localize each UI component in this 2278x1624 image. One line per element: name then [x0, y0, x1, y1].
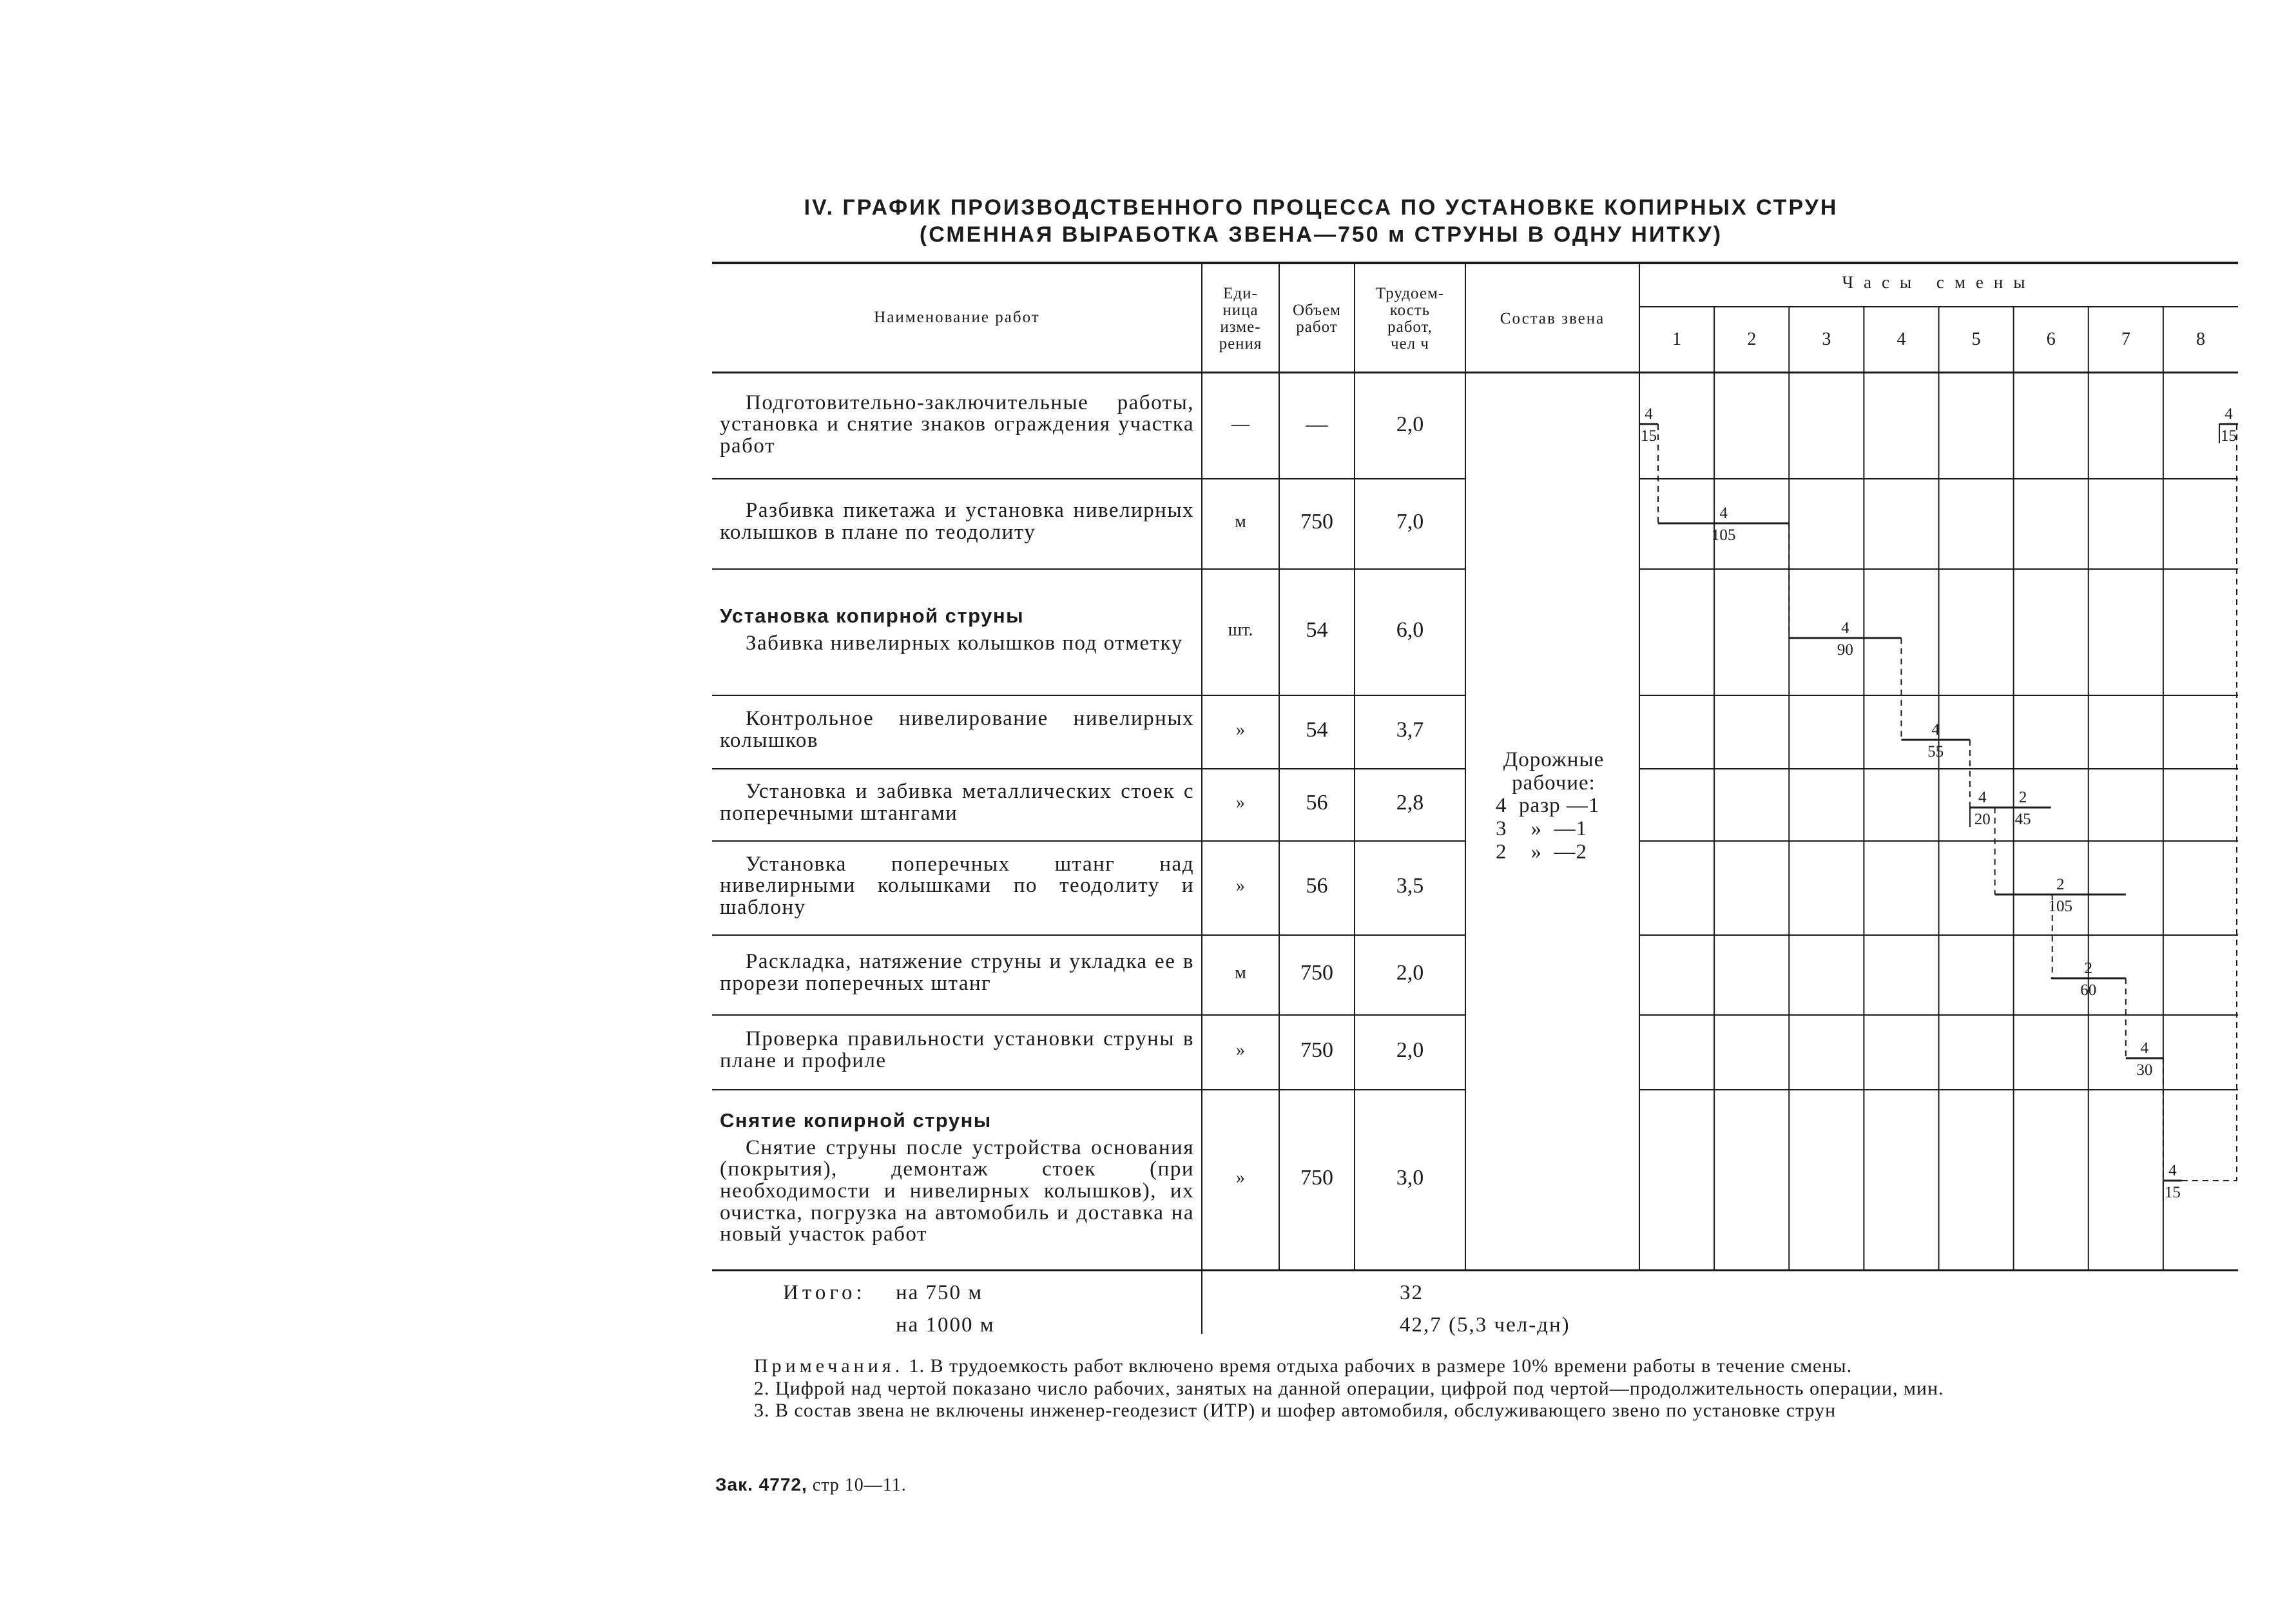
totals-value-750: 32 [1400, 1281, 1424, 1304]
totals-value-1000: 42,7 (5,3 чел-дн) [1400, 1313, 1570, 1337]
note-3: 3. В состав звена не включены инженер-геодезист (ИТР) и шофер автомобиля, обслуживающего звено по установке струн [754, 1400, 1837, 1422]
work-name-text-3: Забивка нивелирных колышков под отметку [746, 631, 1183, 655]
gantt-workers-label-1: 4 [1645, 405, 1653, 423]
gantt-workers-label-8: 2 [2056, 876, 2065, 893]
gantt-workers-label-5: 4 [1931, 721, 1940, 739]
work-name-6 [720, 839, 1194, 933]
hour-number-6: 6 [2046, 329, 2056, 349]
gantt-workers-label-4: 4 [1841, 619, 1849, 637]
unit-cell-8: » [1236, 1040, 1245, 1060]
header-labor: Трудоем- кость работ, чел ч [1375, 284, 1445, 353]
gantt-minutes-label-3: 105 [1711, 527, 1736, 544]
volume-cell-7: 750 [1300, 961, 1333, 985]
work-name-text-5: Установка и забивка металлических стоек с поперечными штангами [720, 780, 1194, 825]
crew-title: Дорожные рабочие: [1503, 748, 1605, 795]
hour-number-1: 1 [1672, 329, 1682, 349]
work-name-text-4: Контрольное нивелирование нивелирных колышков [720, 707, 1194, 752]
gantt-workers-label-7: 2 [2018, 789, 2027, 806]
work-name-2 [720, 477, 1194, 567]
note-1 [722, 1357, 2243, 1377]
hour-number-2: 2 [1747, 329, 1757, 349]
labor-cell-6: 3,5 [1396, 874, 1424, 898]
hour-number-4: 4 [1897, 329, 1906, 349]
unit-cell-7: м [1235, 963, 1246, 983]
gantt-minutes-label-1: 15 [1641, 427, 1657, 445]
group-heading-9: Снятие копирной струны [720, 1109, 992, 1132]
gantt-minutes-label-7: 45 [2014, 811, 2031, 828]
work-name-text-8: Проверка правильности установки струны в плане и профиле [720, 1027, 1194, 1072]
order-number [715, 1474, 907, 1496]
unit-cell-1: — [1231, 414, 1250, 434]
header-hours: Часы смены [1842, 272, 2036, 292]
header-unit: Еди- ница изме- рения [1219, 284, 1262, 353]
work-name-text-6: Установка поперечных штанг над нивелирными колышками по теодолиту и шаблону [720, 852, 1194, 919]
volume-cell-9: 750 [1300, 1166, 1333, 1190]
gantt-workers-label-9: 2 [2084, 960, 2092, 977]
hour-number-8: 8 [2196, 329, 2205, 349]
volume-cell-3: 54 [1306, 618, 1328, 642]
gantt-minutes-label-10: 30 [2136, 1061, 2153, 1079]
gantt-minutes-label-4: 90 [1837, 641, 1853, 659]
volume-cell-5: 56 [1306, 791, 1328, 815]
gantt-minutes-label-9: 60 [2080, 981, 2097, 999]
hour-number-5: 5 [1971, 329, 1981, 349]
unit-cell-6: » [1236, 876, 1245, 896]
labor-cell-4: 3,7 [1396, 718, 1424, 742]
work-name-9 [720, 1088, 1194, 1268]
page-title-line-1: IV. ГРАФИК ПРОИЗВОДСТВЕННОГО ПРОЦЕССА ПО УСТАНОВКЕ КОПИРНЫХ СТРУН [804, 195, 1839, 220]
labor-cell-9: 3,0 [1396, 1166, 1424, 1190]
work-name-8 [720, 1013, 1194, 1088]
gantt-minutes-label-5: 55 [1927, 743, 1944, 760]
crew-line-1: 4 разр —1 [1496, 794, 1600, 818]
notes [722, 1357, 2243, 1421]
totals-qty-750: на 750 м [896, 1281, 983, 1304]
page-title-line-2: (СМЕННАЯ ВЫРАБОТКА ЗВЕНА—750 м СТРУНЫ В ОДНУ НИТКУ) [919, 222, 1723, 247]
labor-cell-5: 2,8 [1396, 791, 1424, 815]
order-label: Зак. 4772, [715, 1474, 807, 1494]
totals-qty-1000: на 1000 м [896, 1313, 995, 1337]
header-work-name: Наименование работ [874, 308, 1040, 326]
gantt-workers-label-6: 4 [1978, 789, 1987, 806]
header-crew: Состав звена [1500, 309, 1605, 327]
hour-number-7: 7 [2121, 329, 2130, 349]
header-volume: Объем работ [1293, 301, 1341, 336]
gantt-minutes-label-11: 15 [2164, 1184, 2181, 1201]
unit-cell-4: » [1236, 720, 1245, 740]
gantt-workers-label-3: 4 [1719, 505, 1728, 522]
work-name-5 [720, 767, 1194, 839]
volume-cell-8: 750 [1300, 1038, 1333, 1062]
unit-cell-3: шт. [1228, 620, 1253, 640]
gantt-minutes-label-6: 20 [1974, 811, 1991, 828]
gantt-workers-label-11: 4 [2168, 1162, 2177, 1179]
labor-cell-1: 2,0 [1396, 412, 1424, 436]
unit-cell-5: » [1236, 793, 1245, 813]
note-2: 2. Цифрой над чертой показано число рабочих, занятых на данной операции, цифрой под чертой—продолжительность операции, мин. [754, 1377, 1944, 1399]
work-name-text-2: Разбивка пикетажа и установка нивелирных колышков в плане по теодолиту [720, 499, 1194, 544]
work-name-text-7: Раскладка, натяжение струны и укладка ее в прорези поперечных штанг [720, 950, 1194, 995]
gantt-minutes-label-2: 15 [2220, 427, 2237, 445]
unit-cell-2: м [1235, 512, 1246, 532]
notes-label: Примечания. [754, 1355, 904, 1377]
labor-cell-8: 2,0 [1396, 1038, 1424, 1062]
volume-cell-1: — [1306, 412, 1328, 436]
work-name-text-1: Подготовительно-заключительные работы, установка и снятие знаков ограждения участка работ [720, 391, 1194, 458]
volume-cell-2: 750 [1300, 510, 1333, 534]
labor-cell-7: 2,0 [1396, 961, 1424, 985]
hour-number-3: 3 [1822, 329, 1831, 349]
crew-line-2: 3 » —1 [1496, 817, 1587, 840]
volume-cell-6: 56 [1306, 874, 1328, 898]
group-heading-3: Установка копирной струны [720, 604, 1025, 628]
work-name-1 [720, 372, 1194, 477]
gantt-minutes-label-8: 105 [2048, 898, 2072, 915]
labor-cell-2: 7,0 [1396, 510, 1424, 534]
volume-cell-4: 54 [1306, 718, 1328, 742]
work-name-text-9: Снятие струны после устройства основания (покрытия), демонтаж стоек (при необходимости и нивелирных колышков), их очистка, погрузка на автомобиль и доставка на новый участок работ [720, 1136, 1194, 1246]
note-1-text: 1. В трудоемкость работ включено время отдыха рабочих в размере 10% времени работы в течение смены. [909, 1355, 1853, 1377]
labor-cell-3: 6,0 [1396, 618, 1424, 642]
order-pages: стр 10—11. [812, 1475, 907, 1495]
work-name-7 [720, 933, 1194, 1013]
totals-label: Итого: [783, 1281, 866, 1304]
unit-cell-9: » [1236, 1168, 1245, 1188]
crew-composition [1470, 749, 1637, 864]
gantt-workers-label-2: 4 [2225, 405, 2233, 423]
work-name-3 [720, 567, 1194, 693]
gantt-workers-label-10: 4 [2140, 1039, 2149, 1057]
crew-line-3: 2 » —2 [1496, 840, 1587, 864]
work-name-4 [720, 693, 1194, 767]
